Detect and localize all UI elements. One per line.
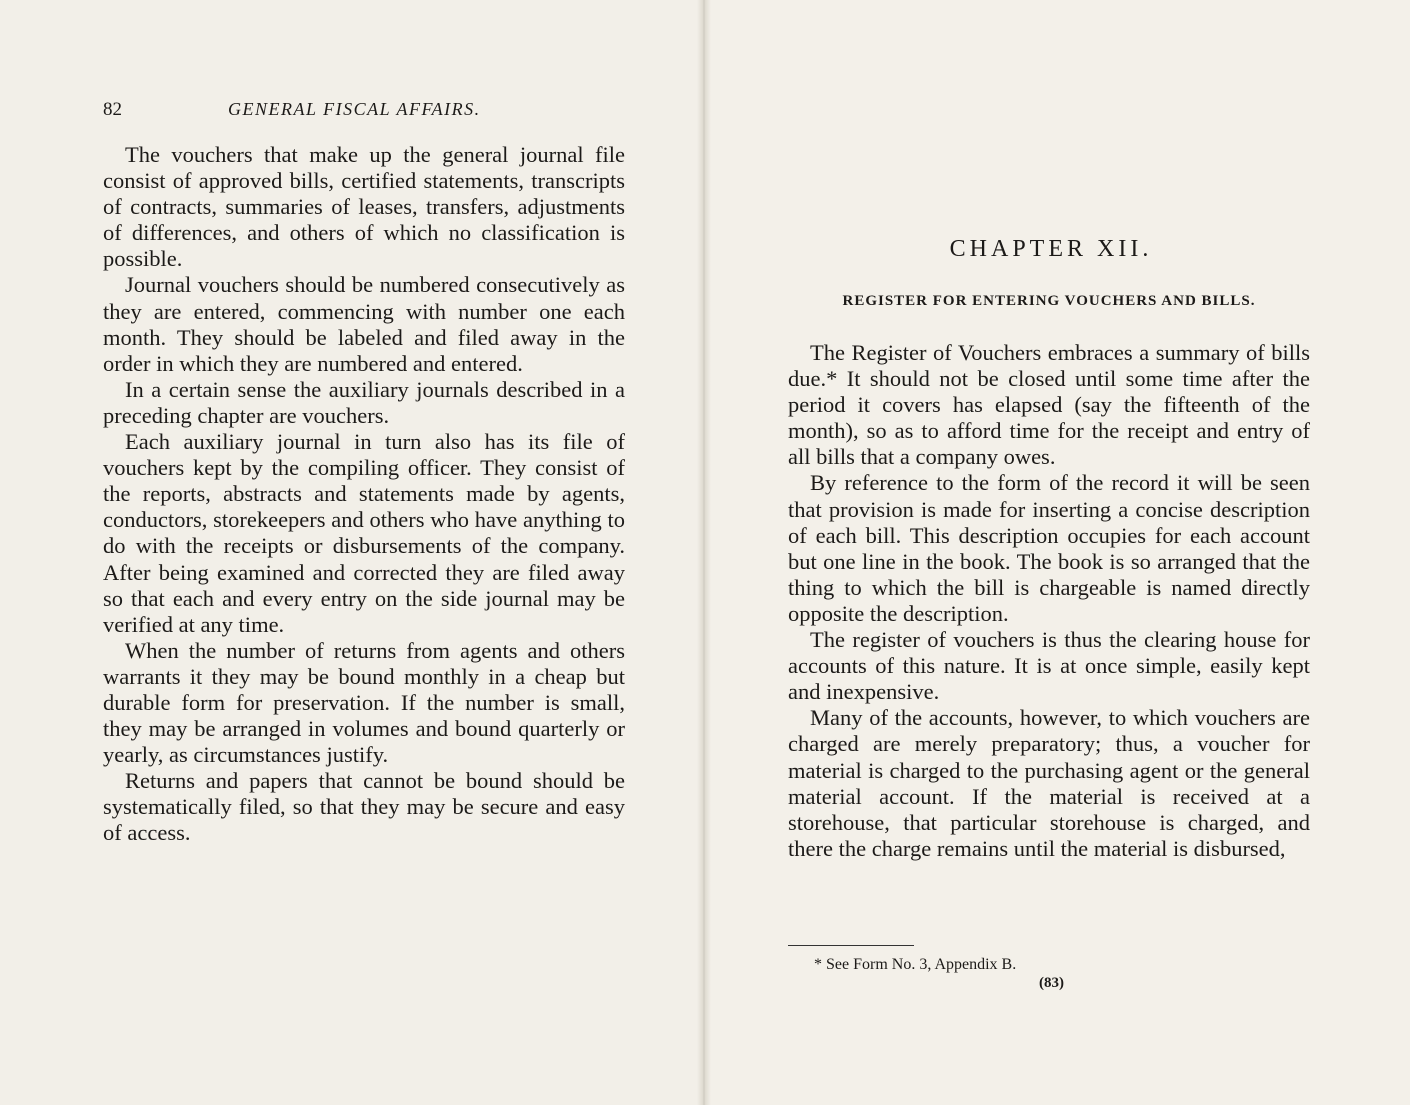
running-title: GENERAL FISCAL AFFAIRS. <box>228 99 481 119</box>
right-page-text <box>788 340 1310 862</box>
page-number: (83) <box>1039 975 1064 991</box>
footnote-rule <box>788 945 914 946</box>
left-page-text <box>103 142 625 847</box>
paragraph: Each auxiliary journal in turn also has its file of vouchers kept by the compiling officer. They consist of the reports, abstracts and statements made by agents, conductors, storekeepers and others who have anything to do with the receipts or disbursements of the company. After being examined and corrected they are filed away so that each and every entry on the side journal may be verified at any time. <box>103 429 625 637</box>
paragraph: By reference to the form of the record it will be seen that provision is made for inserting a concise description of each bill. This description occupies for each account but one line in the book. The book is so arranged that the thing to which the bill is chargeable is named directly opposite the description. <box>788 470 1310 626</box>
book-gutter <box>697 0 711 1105</box>
running-head <box>103 99 628 125</box>
paragraph: Returns and papers that cannot be bound should be systematically filed, so that they may be secure and easy of access. <box>103 768 625 846</box>
chapter-heading: CHAPTER XII. <box>949 236 1153 262</box>
page-folio: 82 <box>103 99 122 120</box>
paragraph: Journal vouchers should be numbered consecutively as they are entered, commencing with number one each month. They should be labeled and filed away in the order in which they are numbered and entered. <box>103 272 625 376</box>
paragraph: The Register of Vouchers embraces a summary of bills due.* It should not be closed until some time after the period it covers has elapsed (say the fifteenth of the month), so as to afford time for the receipt and entry of all bills that a company owes. <box>788 340 1310 470</box>
paragraph: Many of the accounts, however, to which vouchers are charged are merely preparatory; thus, a voucher for material is charged to the purchasing agent or the general material account. If the material is received at a storehouse, that particular storehouse is charged, and there the charge remains until the material is disbursed, <box>788 705 1310 861</box>
paragraph: The vouchers that make up the general journal file consist of approved bills, certified statements, transcripts of contracts, summaries of leases, transfers, adjustments of differences, and others of which no classification is possible. <box>103 142 625 272</box>
footnote: * See Form No. 3, Appendix B. <box>814 956 1017 973</box>
paragraph: In a certain sense the auxiliary journals described in a preceding chapter are vouchers. <box>103 376 625 428</box>
paragraph: The register of vouchers is thus the clearing house for accounts of this nature. It is at once simple, easily kept and inexpensive. <box>788 627 1310 705</box>
section-heading: REGISTER FOR ENTERING VOUCHERS AND BILLS. <box>842 293 1256 309</box>
paragraph: When the number of returns from agents and others warrants it they may be bound monthly in a cheap but durable form for preservation. If the number is small, they may be arranged in volumes and bound quarterly or yearly, as circumstances justify. <box>103 637 625 768</box>
